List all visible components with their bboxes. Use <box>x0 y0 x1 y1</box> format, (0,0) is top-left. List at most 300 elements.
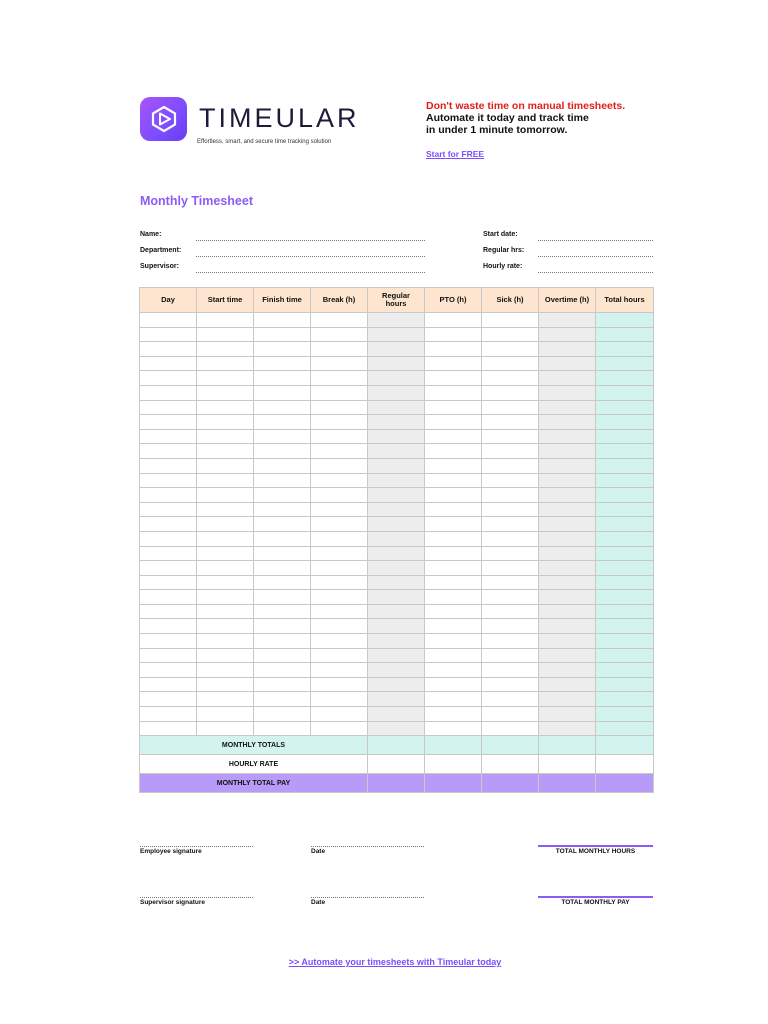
timesheet-cell[interactable] <box>596 444 654 459</box>
timesheet-cell[interactable] <box>254 677 311 692</box>
timesheet-cell[interactable] <box>368 400 425 415</box>
total-cell[interactable] <box>368 736 425 755</box>
timesheet-cell[interactable] <box>539 473 596 488</box>
timesheet-cell[interactable] <box>596 385 654 400</box>
timesheet-cell[interactable] <box>539 400 596 415</box>
timesheet-cell[interactable] <box>482 429 539 444</box>
name-field[interactable] <box>196 240 425 241</box>
timesheet-cell[interactable] <box>596 721 654 736</box>
timesheet-cell[interactable] <box>368 327 425 342</box>
timesheet-cell[interactable] <box>197 619 254 634</box>
timesheet-cell[interactable] <box>539 575 596 590</box>
timesheet-cell[interactable] <box>140 546 197 561</box>
timesheet-cell[interactable] <box>596 313 654 328</box>
timesheet-cell[interactable] <box>425 634 482 649</box>
timesheet-cell[interactable] <box>482 677 539 692</box>
timesheet-cell[interactable] <box>425 342 482 357</box>
timesheet-cell[interactable] <box>425 663 482 678</box>
timesheet-cell[interactable] <box>482 692 539 707</box>
timesheet-cell[interactable] <box>425 400 482 415</box>
timesheet-cell[interactable] <box>425 707 482 722</box>
timesheet-cell[interactable] <box>254 444 311 459</box>
header-regular-hours: Regular hours <box>368 288 425 313</box>
timesheet-cell[interactable] <box>539 590 596 605</box>
timesheet-cell[interactable] <box>482 458 539 473</box>
timesheet-cell[interactable] <box>368 677 425 692</box>
timesheet-cell[interactable] <box>140 648 197 663</box>
timesheet-cell[interactable] <box>311 385 368 400</box>
supervisor-field[interactable] <box>196 272 425 273</box>
hourly-rate-field[interactable] <box>538 272 653 273</box>
timesheet-cell[interactable] <box>311 415 368 430</box>
timesheet-cell[interactable] <box>482 371 539 386</box>
timesheet-cell[interactable] <box>197 444 254 459</box>
start-free-link[interactable]: Start for FREE <box>426 149 485 159</box>
timesheet-cell[interactable] <box>482 575 539 590</box>
timesheet-cell[interactable] <box>311 429 368 444</box>
total-cell[interactable] <box>596 736 654 755</box>
timesheet-cell[interactable] <box>311 648 368 663</box>
timesheet-cell[interactable] <box>140 327 197 342</box>
timesheet-cell[interactable] <box>254 385 311 400</box>
timesheet-cell[interactable] <box>254 634 311 649</box>
timesheet-cell[interactable] <box>197 488 254 503</box>
timesheet-cell[interactable] <box>596 342 654 357</box>
timesheet-cell[interactable] <box>425 488 482 503</box>
timesheet-cell[interactable] <box>140 590 197 605</box>
timesheet-cell[interactable] <box>197 400 254 415</box>
timesheet-cell[interactable] <box>596 707 654 722</box>
timesheet-cell[interactable] <box>425 721 482 736</box>
timesheet-cell[interactable] <box>197 692 254 707</box>
timesheet-cell[interactable] <box>425 575 482 590</box>
timesheet-cell[interactable] <box>254 313 311 328</box>
timesheet-cell[interactable] <box>140 444 197 459</box>
timesheet-cell[interactable] <box>425 327 482 342</box>
timesheet-cell[interactable] <box>254 371 311 386</box>
timesheet-cell[interactable] <box>311 619 368 634</box>
timesheet-cell[interactable] <box>425 385 482 400</box>
timesheet-cell[interactable] <box>311 707 368 722</box>
timesheet-cell[interactable] <box>140 371 197 386</box>
timesheet-cell[interactable] <box>425 648 482 663</box>
timesheet-cell[interactable] <box>368 634 425 649</box>
timesheet-cell[interactable] <box>254 663 311 678</box>
timesheet-cell[interactable] <box>539 371 596 386</box>
timesheet-cell[interactable] <box>197 721 254 736</box>
timesheet-cell[interactable] <box>425 517 482 532</box>
timesheet-cell[interactable] <box>140 429 197 444</box>
timesheet-cell[interactable] <box>140 473 197 488</box>
timesheet-cell[interactable] <box>140 385 197 400</box>
timesheet-cell[interactable] <box>368 707 425 722</box>
timesheet-cell[interactable] <box>539 634 596 649</box>
total-cell[interactable] <box>482 736 539 755</box>
timesheet-cell[interactable] <box>539 604 596 619</box>
timesheet-cell[interactable] <box>539 531 596 546</box>
timesheet-cell[interactable] <box>482 721 539 736</box>
timesheet-cell[interactable] <box>425 473 482 488</box>
timesheet-cell[interactable] <box>311 458 368 473</box>
timesheet-cell[interactable] <box>254 517 311 532</box>
timesheet-cell[interactable] <box>254 648 311 663</box>
timesheet-cell[interactable] <box>482 590 539 605</box>
timesheet-cell[interactable] <box>539 692 596 707</box>
timesheet-cell[interactable] <box>482 561 539 576</box>
timesheet-cell[interactable] <box>368 444 425 459</box>
timesheet-cell[interactable] <box>368 692 425 707</box>
timesheet-cell[interactable] <box>254 400 311 415</box>
timesheet-cell[interactable] <box>197 604 254 619</box>
pay-cell[interactable] <box>368 774 425 793</box>
timesheet-cell[interactable] <box>596 648 654 663</box>
timesheet-cell[interactable] <box>368 502 425 517</box>
timesheet-cell[interactable] <box>368 604 425 619</box>
timesheet-cell[interactable] <box>311 531 368 546</box>
timesheet-cell[interactable] <box>197 561 254 576</box>
timesheet-cell[interactable] <box>254 575 311 590</box>
timesheet-cell[interactable] <box>482 619 539 634</box>
timesheet-cell[interactable] <box>311 634 368 649</box>
timesheet-cell[interactable] <box>368 663 425 678</box>
timesheet-cell[interactable] <box>254 707 311 722</box>
timesheet-cell[interactable] <box>140 517 197 532</box>
timesheet-cell[interactable] <box>596 663 654 678</box>
timesheet-cell[interactable] <box>539 488 596 503</box>
timesheet-cell[interactable] <box>254 429 311 444</box>
timesheet-cell[interactable] <box>197 429 254 444</box>
timesheet-cell[interactable] <box>368 531 425 546</box>
timesheet-cell[interactable] <box>425 429 482 444</box>
timesheet-cell[interactable] <box>368 342 425 357</box>
timeular-logo-icon <box>140 97 187 141</box>
timesheet-cell[interactable] <box>368 356 425 371</box>
timesheet-cell[interactable] <box>596 619 654 634</box>
timesheet-cell[interactable] <box>140 561 197 576</box>
timesheet-cell[interactable] <box>596 400 654 415</box>
timesheet-cell[interactable] <box>368 313 425 328</box>
timesheet-cell[interactable] <box>368 473 425 488</box>
timesheet-cell[interactable] <box>197 663 254 678</box>
timesheet-cell[interactable] <box>539 429 596 444</box>
timesheet-cell[interactable] <box>482 604 539 619</box>
timesheet-cell[interactable] <box>425 561 482 576</box>
timesheet-cell[interactable] <box>254 488 311 503</box>
timesheet-cell[interactable] <box>425 444 482 459</box>
timesheet-cell[interactable] <box>539 561 596 576</box>
timesheet-cell[interactable] <box>596 604 654 619</box>
table-row <box>140 721 654 736</box>
timesheet-cell[interactable] <box>311 444 368 459</box>
timesheet-cell[interactable] <box>368 575 425 590</box>
timesheet-cell[interactable] <box>254 327 311 342</box>
regular-hrs-field[interactable] <box>538 256 653 257</box>
timesheet-cell[interactable] <box>482 634 539 649</box>
timesheet-cell[interactable] <box>140 342 197 357</box>
timesheet-cell[interactable] <box>197 575 254 590</box>
timesheet-cell[interactable] <box>254 692 311 707</box>
employee-signature-line[interactable] <box>140 846 253 847</box>
timesheet-cell[interactable] <box>311 356 368 371</box>
timesheet-cell[interactable] <box>596 677 654 692</box>
timesheet-cell[interactable] <box>482 663 539 678</box>
timesheet-cell[interactable] <box>197 385 254 400</box>
timesheet-cell[interactable] <box>425 531 482 546</box>
start-date-field[interactable] <box>538 240 653 241</box>
timesheet-cell[interactable] <box>539 458 596 473</box>
timesheet-cell[interactable] <box>482 531 539 546</box>
timesheet-cell[interactable] <box>197 517 254 532</box>
table-row <box>140 546 654 561</box>
department-field[interactable] <box>196 256 425 257</box>
timesheet-cell[interactable] <box>596 546 654 561</box>
header-pto: PTO (h) <box>425 288 482 313</box>
timesheet-cell[interactable] <box>140 400 197 415</box>
timesheet-cell[interactable] <box>425 502 482 517</box>
timesheet-cell[interactable] <box>197 707 254 722</box>
timesheet-cell[interactable] <box>596 488 654 503</box>
timesheet-cell[interactable] <box>596 458 654 473</box>
timesheet-cell[interactable] <box>140 502 197 517</box>
timesheet-cell[interactable] <box>140 707 197 722</box>
total-monthly-pay-line[interactable] <box>538 896 653 898</box>
timesheet-cell[interactable] <box>596 429 654 444</box>
timesheet-cell[interactable] <box>482 342 539 357</box>
timesheet-cell[interactable] <box>311 488 368 503</box>
timesheet-cell[interactable] <box>368 619 425 634</box>
date-line-2[interactable] <box>311 897 424 898</box>
timesheet-cell[interactable] <box>311 590 368 605</box>
timesheet-cell[interactable] <box>140 356 197 371</box>
timesheet-cell[interactable] <box>368 517 425 532</box>
timesheet-cell[interactable] <box>425 546 482 561</box>
rate-cell[interactable] <box>368 755 425 774</box>
pay-cell[interactable] <box>425 774 482 793</box>
timesheet-cell[interactable] <box>596 575 654 590</box>
timesheet-cell[interactable] <box>368 458 425 473</box>
timesheet-cell[interactable] <box>140 488 197 503</box>
timesheet-cell[interactable] <box>596 415 654 430</box>
promo-headline: Don't waste time on manual timesheets. <box>426 100 626 112</box>
timesheet-cell[interactable] <box>368 721 425 736</box>
timesheet-cell[interactable] <box>539 648 596 663</box>
timesheet-cell[interactable] <box>539 356 596 371</box>
timesheet-cell[interactable] <box>596 327 654 342</box>
timesheet-cell[interactable] <box>311 371 368 386</box>
total-cell[interactable] <box>539 736 596 755</box>
timesheet-cell[interactable] <box>425 619 482 634</box>
timesheet-cell[interactable] <box>140 531 197 546</box>
pay-cell[interactable] <box>596 774 654 793</box>
timesheet-cell[interactable] <box>254 415 311 430</box>
timesheet-cell[interactable] <box>254 531 311 546</box>
timesheet-cell[interactable] <box>140 575 197 590</box>
timesheet-cell[interactable] <box>425 458 482 473</box>
timesheet-cell[interactable] <box>311 473 368 488</box>
rate-cell[interactable] <box>425 755 482 774</box>
timesheet-cell[interactable] <box>254 458 311 473</box>
timesheet-cell[interactable] <box>197 502 254 517</box>
timesheet-cell[interactable] <box>197 531 254 546</box>
timesheet-cell[interactable] <box>197 327 254 342</box>
timesheet-cell[interactable] <box>596 531 654 546</box>
timesheet-cell[interactable] <box>482 327 539 342</box>
timesheet-cell[interactable] <box>425 356 482 371</box>
timesheet-cell[interactable] <box>539 385 596 400</box>
timesheet-cell[interactable] <box>425 604 482 619</box>
timesheet-cell[interactable] <box>254 546 311 561</box>
brand-name: TIMEULAR <box>199 103 360 133</box>
timesheet-cell[interactable] <box>596 371 654 386</box>
timesheet-cell[interactable] <box>311 517 368 532</box>
timesheet-cell[interactable] <box>254 721 311 736</box>
timesheet-cell[interactable] <box>140 634 197 649</box>
timesheet-cell[interactable] <box>311 721 368 736</box>
timesheet-cell[interactable] <box>254 356 311 371</box>
timesheet-cell[interactable] <box>596 473 654 488</box>
timesheet-cell[interactable] <box>197 313 254 328</box>
timesheet-cell[interactable] <box>368 648 425 663</box>
timesheet-cell[interactable] <box>539 444 596 459</box>
timesheet-cell[interactable] <box>425 415 482 430</box>
timesheet-cell[interactable] <box>482 385 539 400</box>
timesheet-cell[interactable] <box>311 502 368 517</box>
timesheet-cell[interactable] <box>425 313 482 328</box>
rate-cell[interactable] <box>539 755 596 774</box>
timesheet-cell[interactable] <box>311 327 368 342</box>
timesheet-cell[interactable] <box>539 619 596 634</box>
timesheet-cell[interactable] <box>482 707 539 722</box>
timesheet-cell[interactable] <box>539 707 596 722</box>
name-label: Name: <box>140 231 162 238</box>
timesheet-cell[interactable] <box>254 590 311 605</box>
timesheet-cell[interactable] <box>197 546 254 561</box>
timesheet-cell[interactable] <box>482 502 539 517</box>
timesheet-cell[interactable] <box>482 415 539 430</box>
timesheet-cell[interactable] <box>140 721 197 736</box>
timesheet-cell[interactable] <box>140 604 197 619</box>
timesheet-cell[interactable] <box>482 648 539 663</box>
timesheet-cell[interactable] <box>311 677 368 692</box>
timesheet-cell[interactable] <box>197 677 254 692</box>
timesheet-cell[interactable] <box>311 313 368 328</box>
timesheet-cell[interactable] <box>539 415 596 430</box>
timesheet-cell[interactable] <box>482 400 539 415</box>
timesheet-cell[interactable] <box>368 590 425 605</box>
timesheet-cell[interactable] <box>596 590 654 605</box>
pay-cell[interactable] <box>482 774 539 793</box>
timesheet-cell[interactable] <box>197 590 254 605</box>
timesheet-cell[interactable] <box>140 458 197 473</box>
timesheet-cell[interactable] <box>254 342 311 357</box>
timesheet-cell[interactable] <box>197 473 254 488</box>
timesheet-cell[interactable] <box>482 444 539 459</box>
timesheet-cell[interactable] <box>311 342 368 357</box>
automate-timesheets-link[interactable]: >> Automate your timesheets with Timeular today <box>288 957 502 967</box>
timesheet-cell[interactable] <box>140 619 197 634</box>
timesheet-cell[interactable] <box>539 517 596 532</box>
timesheet-cell[interactable] <box>140 313 197 328</box>
timesheet-cell[interactable] <box>368 415 425 430</box>
timesheet-cell[interactable] <box>539 546 596 561</box>
timesheet-cell[interactable] <box>482 488 539 503</box>
timesheet-cell[interactable] <box>311 663 368 678</box>
date-line-1[interactable] <box>311 846 424 847</box>
timesheet-cell[interactable] <box>368 385 425 400</box>
timesheet-cell[interactable] <box>539 502 596 517</box>
timesheet-cell[interactable] <box>596 356 654 371</box>
timesheet-cell[interactable] <box>197 342 254 357</box>
rate-cell[interactable] <box>482 755 539 774</box>
timesheet-cell[interactable] <box>254 561 311 576</box>
timesheet-cell[interactable] <box>482 473 539 488</box>
timesheet-cell[interactable] <box>368 429 425 444</box>
timesheet-cell[interactable] <box>482 517 539 532</box>
timesheet-cell[interactable] <box>596 561 654 576</box>
timesheet-cell[interactable] <box>140 692 197 707</box>
timesheet-cell[interactable] <box>482 546 539 561</box>
timesheet-cell[interactable] <box>197 371 254 386</box>
timesheet-cell[interactable] <box>140 677 197 692</box>
timesheet-cell[interactable] <box>254 604 311 619</box>
timesheet-cell[interactable] <box>140 415 197 430</box>
timesheet-cell[interactable] <box>311 561 368 576</box>
timesheet-cell[interactable] <box>596 634 654 649</box>
timesheet-cell[interactable] <box>254 473 311 488</box>
timesheet-cell[interactable] <box>482 313 539 328</box>
timesheet-cell[interactable] <box>311 400 368 415</box>
total-cell[interactable] <box>425 736 482 755</box>
rate-cell[interactable] <box>596 755 654 774</box>
timesheet-cell[interactable] <box>539 342 596 357</box>
timesheet-cell[interactable] <box>197 458 254 473</box>
timesheet-cell[interactable] <box>254 502 311 517</box>
timesheet-cell[interactable] <box>539 721 596 736</box>
timesheet-cell[interactable] <box>197 415 254 430</box>
timesheet-cell[interactable] <box>539 677 596 692</box>
timesheet-cell[interactable] <box>539 663 596 678</box>
header-break: Break (h) <box>311 288 368 313</box>
timesheet-cell[interactable] <box>596 502 654 517</box>
timesheet-cell[interactable] <box>425 677 482 692</box>
timesheet-cell[interactable] <box>368 371 425 386</box>
timesheet-cell[interactable] <box>140 663 197 678</box>
timesheet-cell[interactable] <box>197 648 254 663</box>
timesheet-cell[interactable] <box>311 604 368 619</box>
timesheet-cell[interactable] <box>539 327 596 342</box>
timesheet-cell[interactable] <box>197 634 254 649</box>
pay-cell[interactable] <box>539 774 596 793</box>
timesheet-cell[interactable] <box>311 546 368 561</box>
supervisor-signature-line[interactable] <box>140 897 253 898</box>
timesheet-cell[interactable] <box>368 561 425 576</box>
timesheet-cell[interactable] <box>539 313 596 328</box>
timesheet-cell[interactable] <box>425 590 482 605</box>
timesheet-cell[interactable] <box>254 619 311 634</box>
timesheet-cell[interactable] <box>596 692 654 707</box>
timesheet-cell[interactable] <box>368 488 425 503</box>
total-monthly-hours-line[interactable] <box>538 845 653 847</box>
timesheet-cell[interactable] <box>311 575 368 590</box>
timesheet-cell[interactable] <box>425 371 482 386</box>
regular-hrs-label: Regular hrs: <box>483 247 525 254</box>
timesheet-cell[interactable] <box>197 356 254 371</box>
timesheet-cell[interactable] <box>482 356 539 371</box>
timesheet-cell[interactable] <box>368 546 425 561</box>
timesheet-cell[interactable] <box>311 692 368 707</box>
timesheet-cell[interactable] <box>596 517 654 532</box>
timesheet-cell[interactable] <box>425 692 482 707</box>
